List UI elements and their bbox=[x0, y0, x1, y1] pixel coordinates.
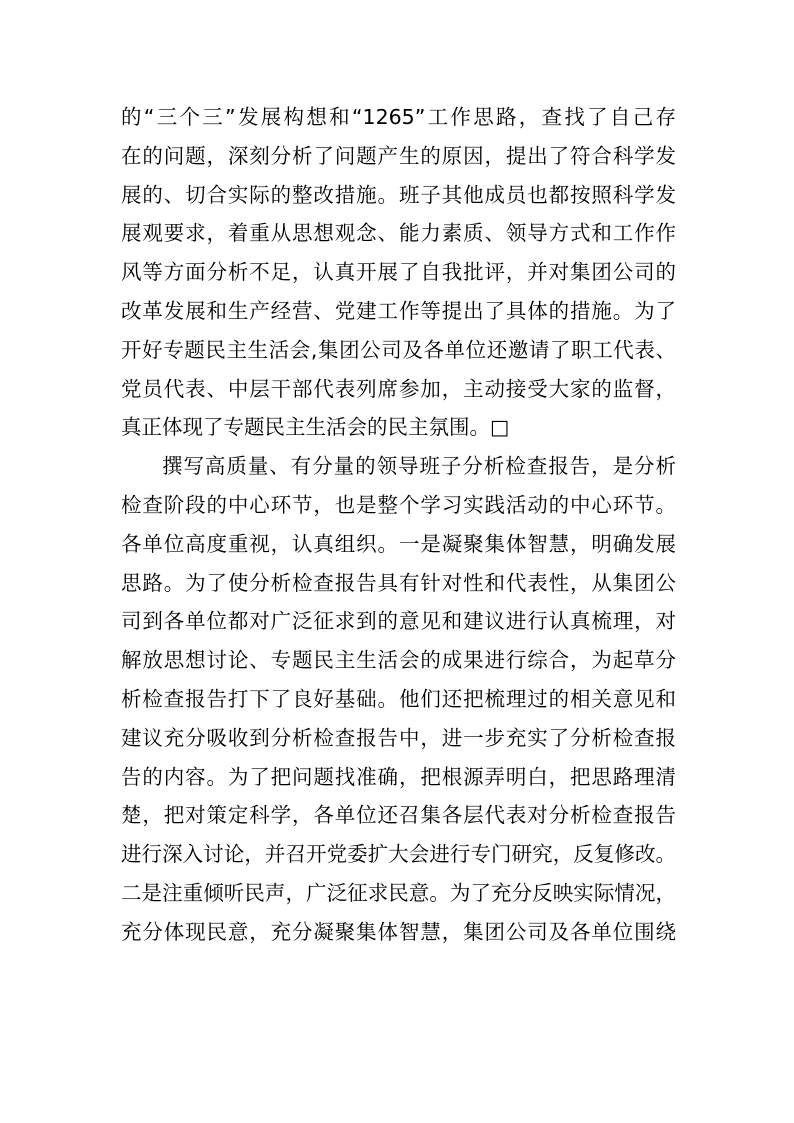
text-line: 各单位高度重视，认真组织。一是凝聚集体智慧，明确发展 bbox=[121, 531, 676, 556]
text-line: 在的问题，深刻分析了问题产生的原因，提出了符合科学发 bbox=[121, 143, 676, 168]
text-line: 的“三个三”发展构想和“1265”工作思路，查找了自己存 bbox=[121, 105, 676, 129]
text-line: 建议充分吸收到分析检查报告中，进一步充实了分析检查报 bbox=[121, 725, 676, 750]
text-line: 充分体现民意，充分凝聚集体智慧，集团公司及各单位围绕 bbox=[121, 919, 676, 944]
text-line: 展的、切合实际的整改措施。班子其他成员也都按照科学发 bbox=[121, 182, 676, 207]
text-line: 检查阶段的中心环节，也是整个学习实践活动的中心环节。 bbox=[121, 492, 676, 517]
paragraph-end-line: 真正体现了专题民主生活会的民主氛围。□ bbox=[121, 415, 510, 440]
text-line: 析检查报告打下了良好基础。他们还把梳理过的相关意见和 bbox=[121, 686, 676, 711]
text-line: 思路。为了使分析检查报告具有针对性和代表性，从集团公 bbox=[121, 570, 676, 595]
text-line: 展观要求，着重从思想观念、能力素质、领导方式和工作作 bbox=[121, 221, 676, 246]
text-line: 二是注重倾听民声，广泛征求民意。为了充分反映实际情况， bbox=[121, 880, 676, 905]
body-text bbox=[121, 98, 676, 952]
text-line: 党员代表、中层干部代表列席参加，主动接受大家的监督， bbox=[121, 376, 676, 401]
text-line: 解放思想讨论、专题民主生活会的成果进行综合，为起草分 bbox=[121, 648, 676, 673]
paragraph-first-line: 撰写高质量、有分量的领导班子分析检查报告，是分析 bbox=[162, 454, 676, 479]
text-line: 告的内容。为了把问题找准确，把根源弄明白，把思路理清 bbox=[121, 764, 676, 789]
text-line: 进行深入讨论，并召开党委扩大会进行专门研究，反复修改。 bbox=[121, 842, 676, 867]
text-line: 司到各单位都对广泛征求到的意见和建议进行认真梳理，对 bbox=[121, 609, 676, 634]
text-line: 楚，把对策定科学，各单位还召集各层代表对分析检查报告 bbox=[121, 803, 676, 828]
text-line: 开好专题民主生活会,集团公司及各单位还邀请了职工代表、 bbox=[121, 337, 676, 362]
text-line: 风等方面分析不足，认真开展了自我批评，并对集团公司的 bbox=[121, 260, 676, 285]
text-line: 改革发展和生产经营、党建工作等提出了具体的措施。为了 bbox=[121, 298, 676, 323]
